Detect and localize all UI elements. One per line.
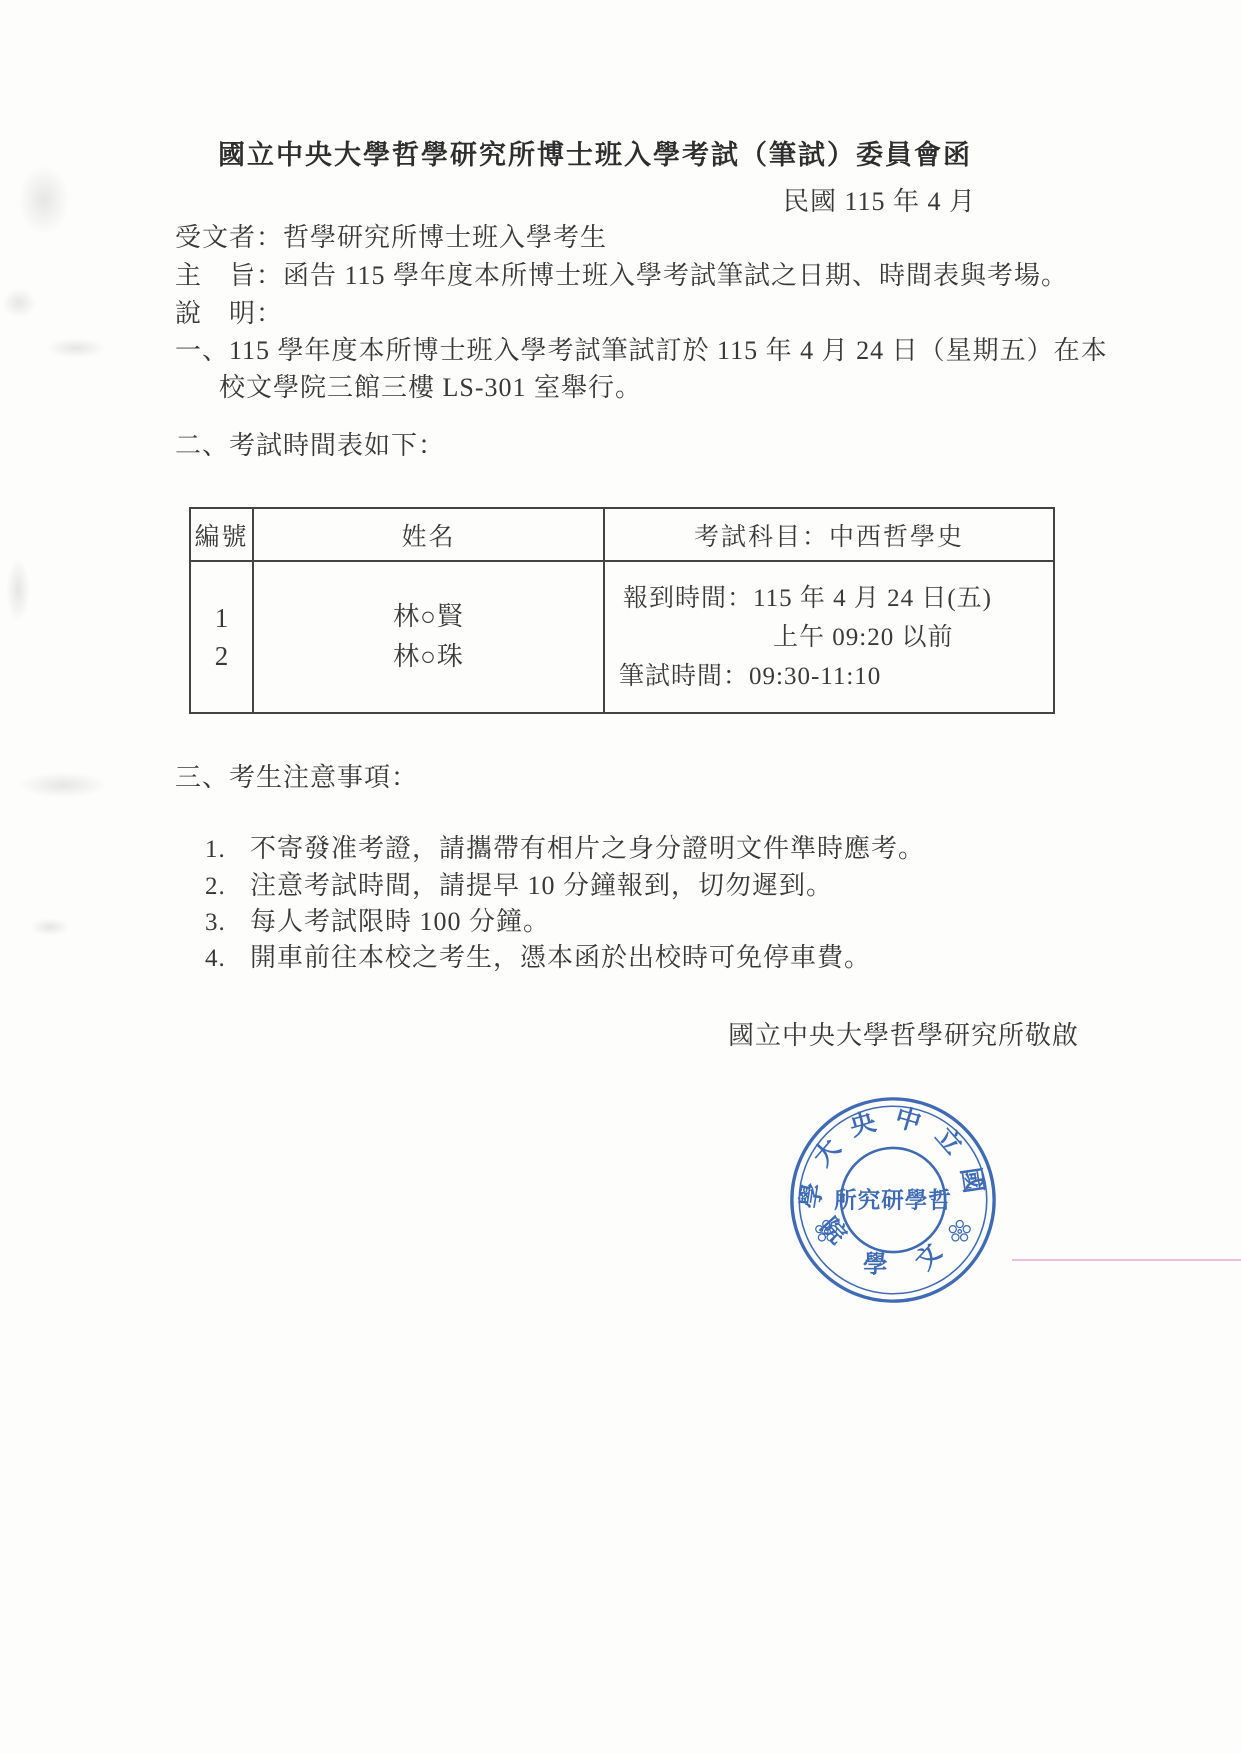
seal-ring-top-text: 學大央中立國 (795, 1102, 991, 1211)
scan-artifact (6, 558, 30, 622)
explanation-label: 說 明： (175, 299, 284, 328)
cell-exam-schedule (604, 561, 1054, 713)
scan-pink-line-artifact (1012, 1259, 1241, 1261)
note-item (175, 906, 872, 1007)
note-number: 4. (205, 944, 226, 972)
note-text: 不寄發准考證，請攜帶有相片之身分證明文件準時應考。 (250, 833, 926, 863)
note-number: 1. (205, 835, 226, 863)
note-number: 3. (205, 908, 226, 936)
scan-artifact (18, 772, 108, 798)
scan-artifact (2, 288, 36, 318)
note-text: 開車前往本校之考生，憑本函於出校時可免停車費。 (250, 942, 872, 972)
table-row (190, 561, 1054, 713)
exam-schedule-table (189, 507, 1055, 714)
col-header-name: 姓名 (253, 508, 604, 561)
svg-text:院學文 (815, 1212, 971, 1278)
official-seal-stamp (785, 1092, 1001, 1308)
candidate-name: 林○珠 (393, 642, 464, 671)
recipient-line: 受文者：哲學研究所博士班入學考生 (175, 223, 608, 252)
note-text: 注意考試時間，請提早 10 分鐘報到，切勿遲到。 (250, 870, 834, 900)
candidate-name: 林○賢 (393, 602, 464, 631)
candidate-number: 2 (214, 641, 229, 671)
explanation-item-1-line-1: 一、115 學年度本所博士班入學考試筆試訂於 115 年 4 月 24 日（星期五）在本 (175, 336, 1108, 365)
table-header-row (190, 508, 1054, 561)
subject-line: 主 旨：函告 115 學年度本所博士班入學考試筆試之日期、時間表與考場。 (175, 261, 1069, 290)
explanation-item-1-line-2: 校文學院三館三樓 LS-301 室舉行。 (219, 373, 643, 402)
closing-signature: 國立中央大學哲學研究所敬啟 (728, 1021, 1080, 1050)
check-in-time: 報到時間：115 年 4 月 24 日(五) (623, 584, 992, 612)
seal-graphic (785, 1092, 1001, 1308)
scan-artifact (18, 165, 70, 235)
col-header-subject: 考試科目：中西哲學史 (604, 508, 1054, 561)
scan-artifact (30, 918, 70, 936)
seal-center-text: 所究研學哲 (834, 1187, 952, 1213)
candidate-number: 1 (214, 603, 229, 633)
explanation-item-2: 二、考試時間表如下： (175, 431, 446, 460)
note-text: 每人考試限時 100 分鐘。 (250, 906, 551, 936)
seal-ring-bottom-text: 院學文 (814, 1213, 972, 1279)
notes-heading: 三、考生注意事項： (175, 763, 419, 792)
note-number: 2. (205, 872, 226, 900)
written-exam-time: 筆試時間：09:30-11:10 (619, 662, 882, 690)
cell-candidate-numbers (190, 561, 253, 713)
date-line: 民國 115 年 4 月 (783, 187, 977, 216)
col-header-number: 編號 (190, 508, 253, 561)
document-title: 國立中央大學哲學研究所博士班入學考試（筆試）委員會函 (218, 140, 972, 170)
scan-artifact (46, 338, 106, 358)
check-in-time-cont: 上午 09:20 以前 (773, 623, 954, 651)
cell-candidate-names (253, 561, 604, 713)
